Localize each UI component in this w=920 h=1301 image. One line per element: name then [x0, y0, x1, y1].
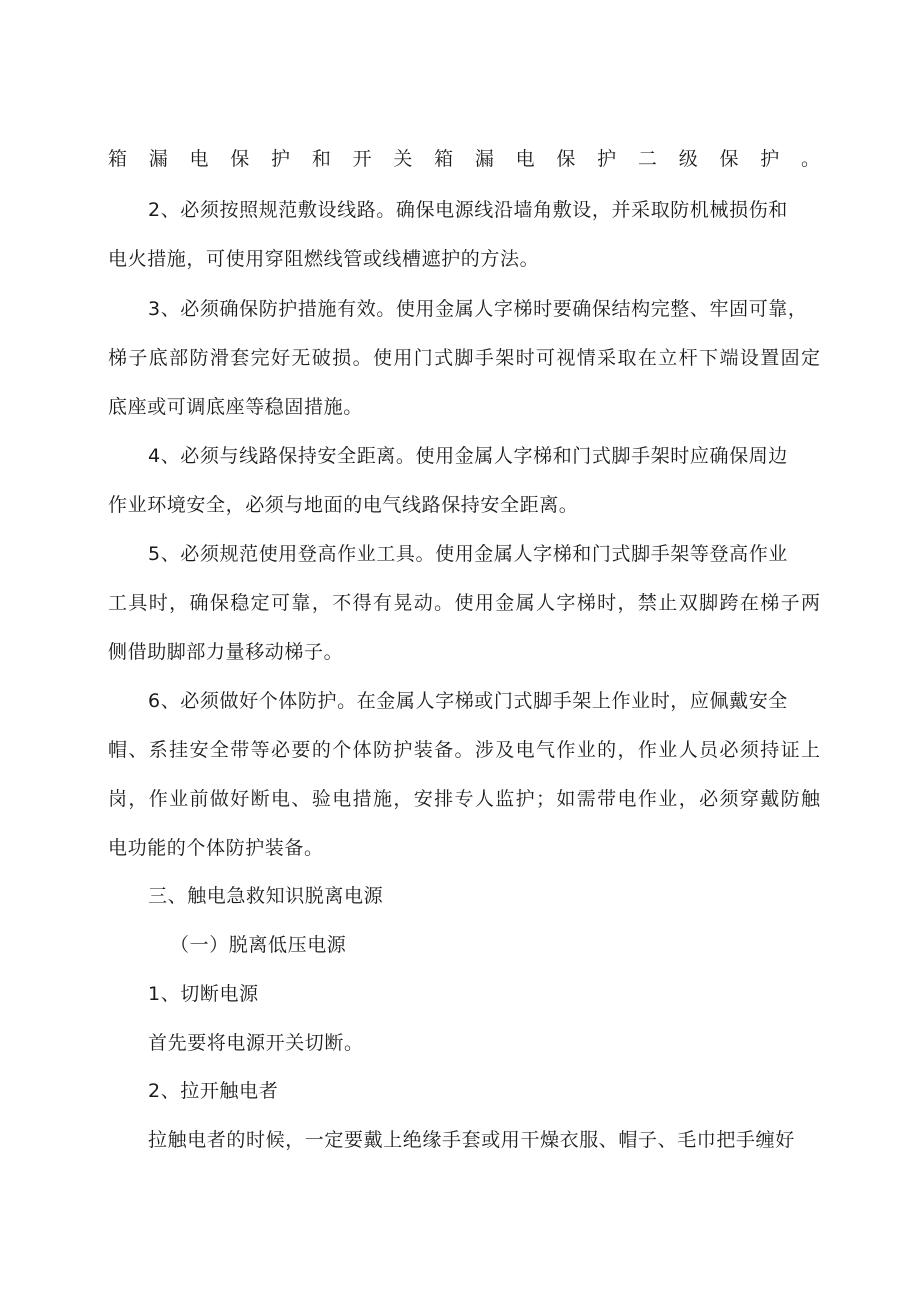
text-line: 6、必须做好个体防护。在金属人字梯或门式脚手架上作业时，应佩戴安全 — [148, 690, 788, 712]
text-line: 2、必须按照规范敷设线路。确保电源线沿墙角敷设，并采取防机械损伤和 — [148, 199, 788, 221]
text-line: 箱漏电保护和开关箱漏电保护二级保护。 — [108, 148, 820, 170]
item-heading: 1、切断电源 — [148, 983, 259, 1005]
text-line: 首先要将电源开关切断。 — [148, 1032, 364, 1054]
subsection-heading: （一）脱离低压电源 — [170, 934, 347, 956]
text-line: 拉触电者的时候，一定要戴上绝缘手套或用干燥衣服、帽子、毛巾把手缠好 — [148, 1129, 795, 1151]
section-heading: 三、触电急救知识脱离电源 — [148, 885, 384, 907]
text-line: 工具时，确保稳定可靠，不得有晃动。使用金属人字梯时，禁止双脚跨在梯子两 — [108, 592, 820, 614]
text-line: 帽、系挂安全带等必要的个体防护装备。涉及电气作业的，作业人员必须持证上 — [108, 739, 820, 761]
text-line: 4、必须与线路保持安全距离。使用金属人字梯和门式脚手架时应确保周边 — [148, 445, 788, 467]
text-line: 5、必须规范使用登高作业工具。使用金属人字梯和门式脚手架等登高作业 — [148, 543, 788, 565]
text-line: 3、必须确保防护措施有效。使用金属人字梯时要确保结构完整、牢固可靠， — [148, 298, 808, 320]
text-line: 岗，作业前做好断电、验电措施，安排专人监护；如需带电作业，必须穿戴防触 — [108, 788, 820, 810]
text-line: 电火措施，可使用穿阻燃线管或线槽遮护的方法。 — [108, 248, 540, 270]
item-heading: 2、拉开触电者 — [148, 1080, 279, 1102]
text-line: 梯子底部防滑套完好无破损。使用门式脚手架时可视情采取在立杆下端设置固定 — [108, 347, 820, 369]
text-line: 电功能的个体防护装备。 — [108, 837, 324, 859]
text-line: 作业环境安全，必须与地面的电气线路保持安全距离。 — [108, 494, 579, 516]
text-line: 侧借助脚部力量移动梯子。 — [108, 641, 344, 663]
text-line: 底座或可调底座等稳固措施。 — [108, 396, 363, 418]
